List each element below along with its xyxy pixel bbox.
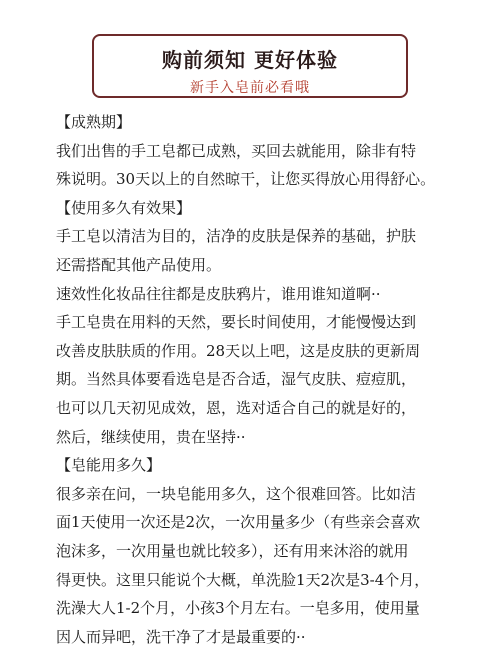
paragraph-line: 手工皂贵在用料的天然，要长时间使用，才能慢慢达到 [56, 313, 417, 332]
paragraph-line: 改善皮肤肤质的作用。28天以上吧，这是皮肤的更新周 [56, 341, 421, 360]
section-title-duration: 【皂能用多久】 [56, 456, 162, 475]
paragraph-line: 然后，继续使用，贵在坚持·· [56, 427, 246, 446]
paragraph-line: 还需搭配其他产品使用。 [56, 255, 222, 274]
header-box [92, 34, 408, 98]
paragraph-line: 面1天使用一次还是2次，一次用量多少（有些亲会喜欢 [56, 513, 421, 532]
page-title: 购前须知 更好体验 [162, 48, 338, 72]
paragraph-line: 得更快。这里只能说个大概，单洗脸1天2次是3-4个月， [56, 570, 430, 589]
paragraph-line: 泡沫多，一次用量也就比较多），还有用来沐浴的就用 [56, 541, 409, 560]
section-title-maturity: 【成熟期】 [56, 113, 132, 131]
paragraph-line: 速效性化妆品往往都是皮肤鸦片，谁用谁知道啊·· [56, 284, 381, 303]
paragraph-line: 洗澡大人1-2个月，小孩3个月左右。一皂多用，使用量 [56, 599, 420, 618]
paragraph-line: 期。当然具体要看选皂是否合适，湿气皮肤、痘痘肌， [56, 370, 417, 389]
paragraph-line: 很多亲在问，一块皂能用多久，这个很难回答。比如洁 [56, 484, 417, 503]
section-title-effect-time: 【使用多久有效果】 [56, 198, 192, 217]
paragraph-line: 因人而异吧，洗干净了才是最重要的·· [56, 627, 306, 646]
paragraph-line: 我们出售的手工皂都已成熟，买回去就能用，除非有特 [56, 141, 417, 160]
paragraph-line: 殊说明。30天以上的自然晾干，让您买得放心用得舒心。 [56, 170, 436, 189]
paragraph-line: 手工皂以清洁为目的，洁净的皮肤是保养的基础，护肤 [56, 227, 417, 246]
article-body [56, 108, 486, 651]
paragraph-line: 也可以几天初见成效，恩，选对适合自己的就是好的， [56, 398, 417, 417]
page-subtitle: 新手入皂前必看哦 [190, 80, 310, 96]
